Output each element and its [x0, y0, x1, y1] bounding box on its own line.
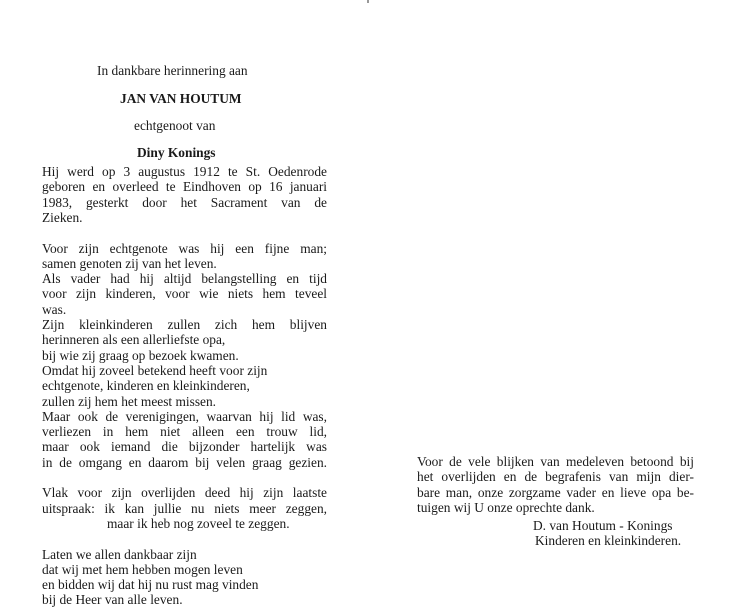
- biography-line: bij de Heer van alle leven.: [42, 592, 183, 607]
- biography-line: Hij werd op 3 augustus 1912 te St. Oedenrode: [42, 164, 327, 179]
- relation-text: echtgenoot van: [134, 118, 216, 133]
- biography-line: dat wij met hem hebben mogen leven: [42, 561, 243, 577]
- biography-line: verliezen in hem niet alleen een trouw lid,: [42, 424, 327, 440]
- biography-line: Vlak voor zijn overlijden deed hij zijn laatste: [42, 485, 327, 501]
- scan-speck: [367, 0, 369, 3]
- thank-you-line: tuigen wij U onze oprechte dank.: [417, 499, 595, 515]
- biography-line: Zieken.: [42, 209, 83, 225]
- biography-line: maar ook iemand die bijzonder hartelijk was: [42, 439, 327, 455]
- biography-line: Zijn kleinkinderen zullen zich hem blijven: [42, 317, 327, 332]
- biography-line: zullen zij hem het meest missen.: [42, 393, 217, 409]
- biography-line: voor zijn kinderen, voor wie niets hem teveel: [42, 286, 327, 302]
- biography-line: 1983, gesterkt door het Sacrament van de: [42, 194, 327, 210]
- signature-family-name: D. van Houtum - Konings: [533, 518, 673, 533]
- signature-children: Kinderen en kleinkinderen.: [535, 533, 682, 548]
- biography-line: in de omgang en daarom bij velen graag gezien.: [42, 454, 327, 470]
- biography-line: en bidden wij dat hij nu rust mag vinden: [42, 577, 259, 593]
- intro-text: In dankbare herinnering aan: [97, 63, 248, 78]
- biography-line: geboren en overleed te Eindhoven op 16 januari: [42, 179, 327, 195]
- biography-line: Als vader had hij altijd belangstelling en tijd: [42, 271, 327, 287]
- biography-line: samen genoten zij van het leven.: [42, 255, 217, 271]
- biography-line: Laten we allen dankbaar zijn: [42, 546, 197, 562]
- biography-line: echtgenote, kinderen en kleinkinderen,: [42, 378, 250, 394]
- deceased-name: JAN VAN HOUTUM: [120, 91, 242, 106]
- thank-you-line: bare man, onze zorgzame vader en lieve opa be-: [417, 484, 694, 500]
- biography-line: herinneren als een allerliefste opa,: [42, 332, 226, 348]
- biography-line: Maar ook de verenigingen, waarvan hij lid was,: [42, 408, 327, 424]
- biography-line: uitspraak: ik kan jullie nu niets meer zeggen,: [42, 500, 327, 516]
- thank-you-line: Voor de vele blijken van medeleven betoond bij: [417, 454, 694, 469]
- biography-line: Omdat hij zoveel betekend heeft voor zijn: [42, 362, 268, 378]
- biography-line: bij wie zij graag op bezoek kwamen.: [42, 347, 239, 363]
- biography-line: maar ik heb nog zoveel te zeggen.: [107, 515, 290, 531]
- spouse-name: Diny Konings: [137, 145, 216, 160]
- thank-you-line: het overlijden en de begrafenis van mijn dier-: [417, 469, 694, 485]
- biography-line: Voor zijn echtgenote was hij een fijne man;: [42, 240, 327, 256]
- biography-line: was.: [42, 301, 67, 317]
